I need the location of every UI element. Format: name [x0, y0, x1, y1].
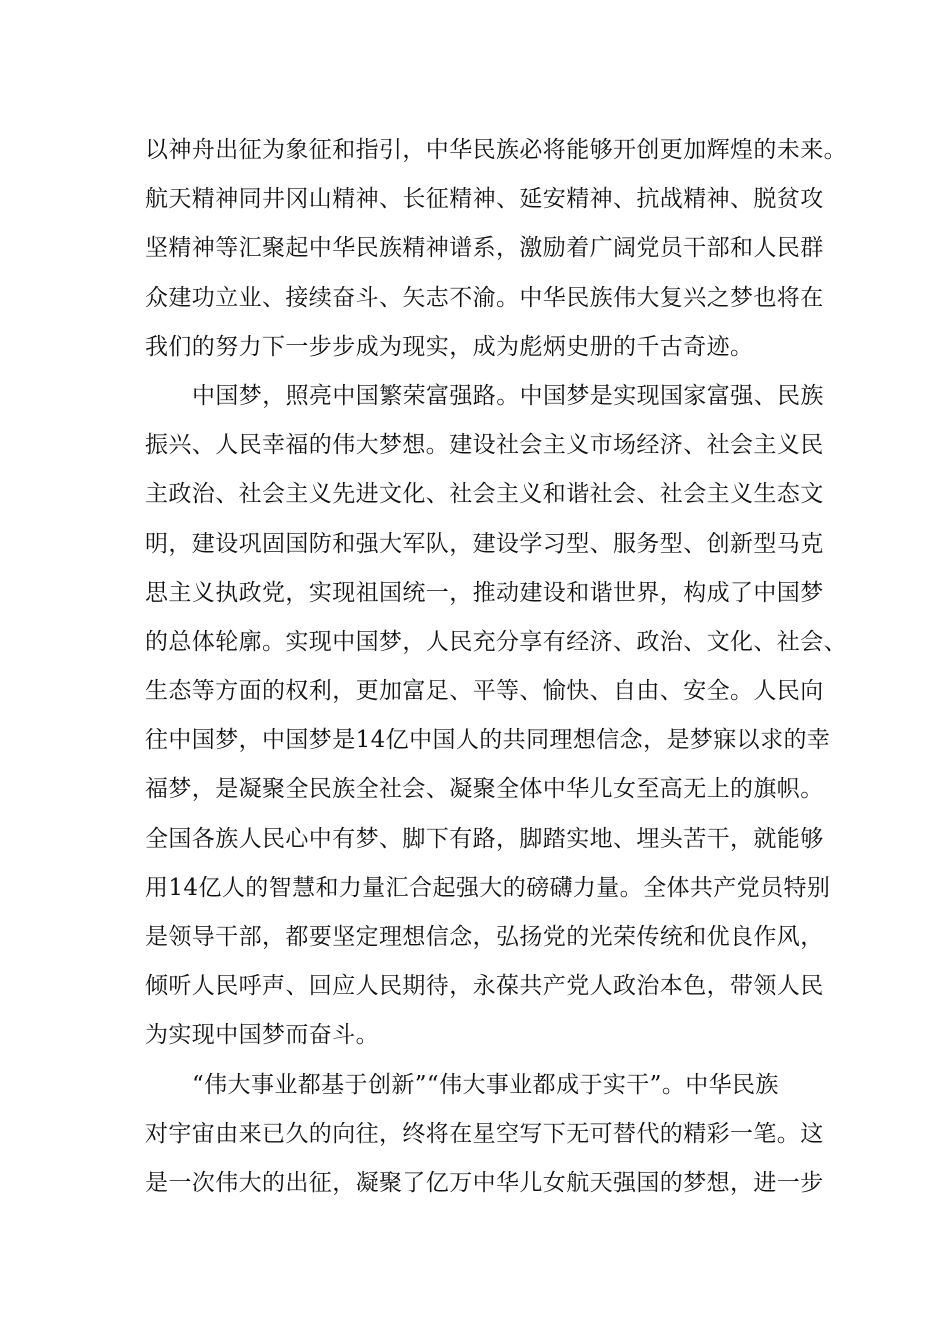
text-line: 众建功立业、接续奋斗、矢志不渝。中华民族伟大复兴之梦也将在	[145, 284, 824, 311]
paragraph-2	[145, 372, 847, 1061]
text-line: 坚精神等汇聚起中华民族精神谱系，激励着广阔党员干部和人民群	[145, 235, 824, 262]
text-line: 主政治、社会主义先进文化、社会主义和谐社会、社会主义生态文	[145, 481, 824, 508]
text-line: 全国各族人民心中有梦、脚下有路，脚踏实地、埋头苦干，就能够	[145, 825, 824, 852]
text-line: 以神舟出征为象征和指引，中华民族必将能够开创更加辉煌的未来。	[145, 137, 847, 163]
text-line: 往中国梦，中国梦是14亿中国人的共同理想信念，是梦寐以求的幸	[145, 727, 831, 754]
text-line: 对宇宙由来已久的向往，终将在星空写下无可替代的精彩一笔。这	[145, 1120, 824, 1147]
text-line: 的总体轮廓。实现中国梦，人民充分享有经济、政治、文化、社会、	[145, 628, 847, 655]
text-line: 思主义执政党，实现祖国统一，推动建设和谐世界，构成了中国梦	[145, 579, 824, 606]
paragraph-1	[145, 126, 847, 372]
text-line: 中国梦，照亮中国繁荣富强路。中国梦是实现国家富强、民族	[192, 382, 824, 409]
text-line: 振兴、人民幸福的伟大梦想。建设社会主义市场经济、社会主义民	[145, 432, 824, 459]
text-line: 航天精神同井冈山精神、长征精神、延安精神、抗战精神、脱贫攻	[145, 186, 824, 213]
paragraph-3	[145, 1061, 824, 1209]
text-line: 福梦，是凝聚全民族全社会、凝聚全体中华儿女至高无上的旗帜。	[145, 776, 824, 803]
document-body	[145, 126, 847, 1208]
text-line: 为实现中国梦而奋斗。	[145, 1022, 379, 1049]
text-line: 明，建设巩固国防和强大军队，建设学习型、服务型、创新型马克	[145, 530, 824, 557]
text-line: 是领导干部，都要坚定理想信念，弘扬党的光荣传统和优良作风，	[145, 924, 824, 950]
text-line: 我们的努力下一步步成为现实，成为彪炳史册的千古奇迹。	[145, 333, 754, 360]
text-line: 是一次伟大的出征，凝聚了亿万中华儿女航天强国的梦想，进一步	[145, 1169, 824, 1196]
text-line: 用14亿人的智慧和力量汇合起强大的磅礴力量。全体共产党员特别	[145, 874, 831, 901]
text-line: 生态等方面的权利，更加富足、平等、愉快、自由、安全。人民向	[145, 678, 824, 705]
text-line: “伟大事业都基于创新”“伟大事业都成于实干”。中华民族	[192, 1071, 779, 1098]
text-line: 倾听人民呼声、回应人民期待，永葆共产党人政治本色，带领人民	[145, 973, 824, 1000]
